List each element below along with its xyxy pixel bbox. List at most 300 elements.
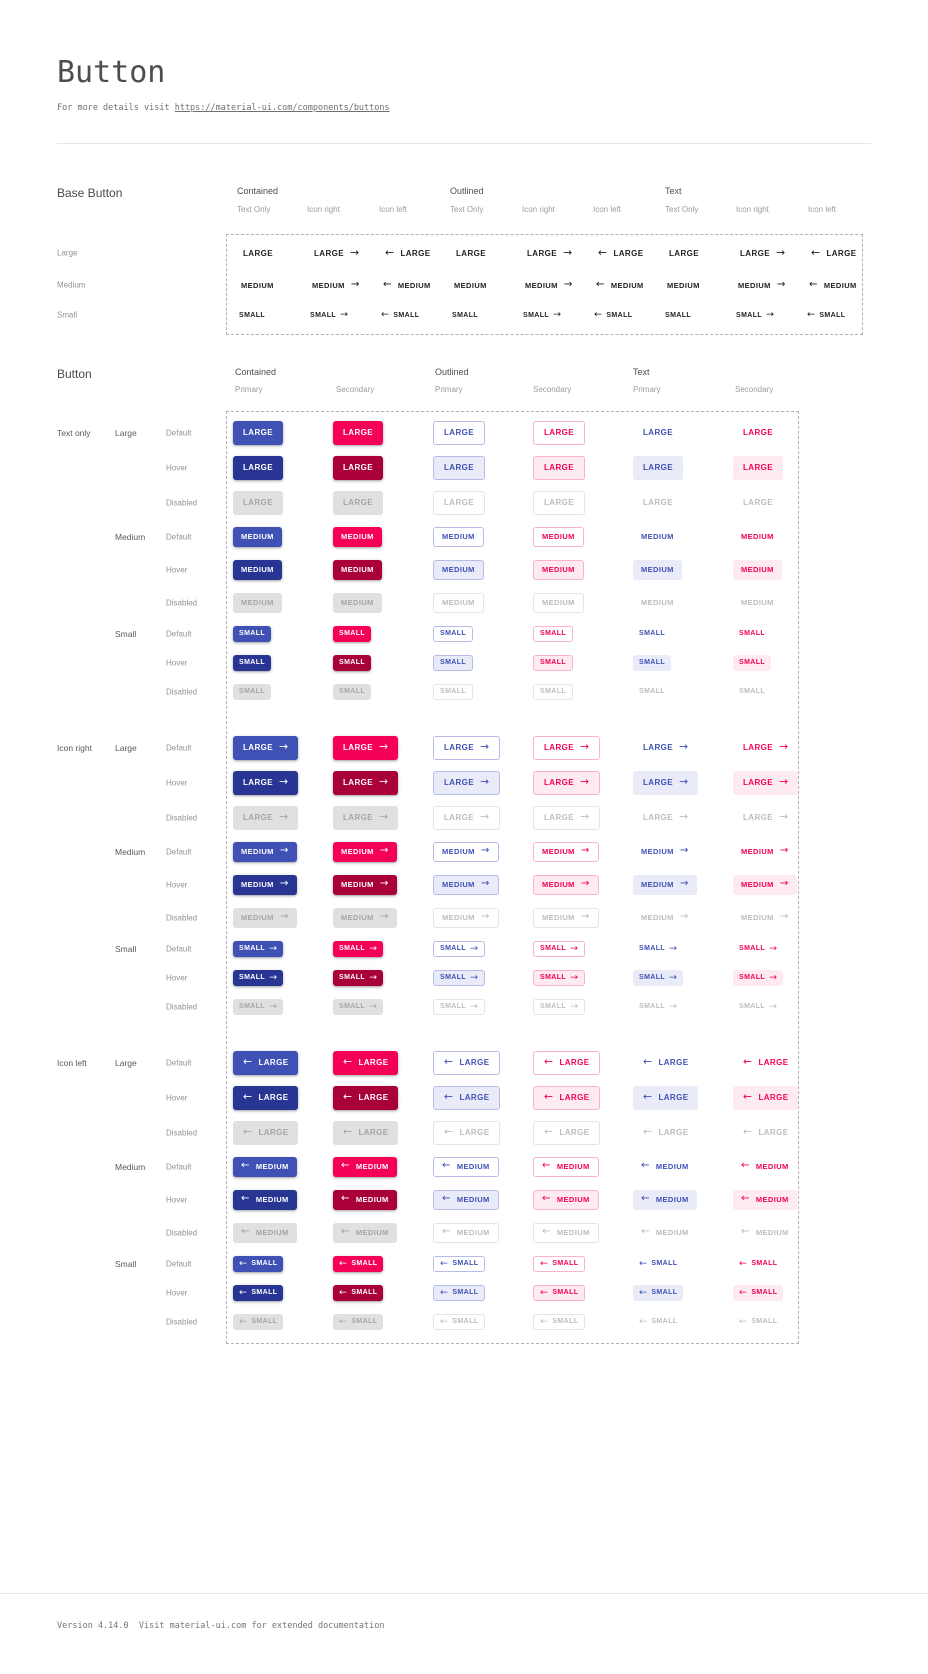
button-label: LARGE bbox=[243, 428, 273, 437]
arrow-right-icon: → bbox=[679, 775, 689, 789]
arrow-left-icon: ← bbox=[442, 1160, 451, 1172]
arrow-left-icon: ← bbox=[643, 1125, 653, 1139]
button-text-only-text-primary-medium-default[interactable] bbox=[633, 527, 682, 547]
arrow-left-icon: ← bbox=[739, 1315, 748, 1327]
button-text-only-contained-primary-large-default[interactable] bbox=[233, 421, 283, 445]
arrow-right-icon: → bbox=[769, 1000, 778, 1012]
button-icon-left-text-secondary-large-hover[interactable] bbox=[733, 1086, 798, 1110]
button-icon-left-text-primary-medium-default[interactable] bbox=[633, 1157, 697, 1177]
button-label: SMALL bbox=[351, 1318, 378, 1325]
section-heading-base: Base Button bbox=[57, 186, 123, 200]
button-icon-right-outlined-secondary-medium-hover[interactable] bbox=[533, 875, 599, 895]
button-icon-right-text-primary-small-default[interactable] bbox=[633, 941, 683, 957]
button-text-only-outlined-secondary-large-default[interactable] bbox=[533, 421, 585, 445]
button-icon-right-contained-secondary-small-default[interactable] bbox=[333, 941, 383, 957]
button-icon-left-contained-secondary-medium-default[interactable] bbox=[333, 1157, 397, 1177]
button-col-sub-0: Primary bbox=[235, 385, 263, 394]
button-label: LARGE bbox=[243, 743, 273, 752]
button-row-icon-right-medium-hover bbox=[0, 868, 928, 901]
button-icon-left-outlined-primary-small-hover[interactable] bbox=[433, 1285, 485, 1301]
button-icon-right-text-primary-medium-hover[interactable] bbox=[633, 875, 697, 895]
button-label: SMALL bbox=[736, 311, 763, 319]
arrow-left-icon: ← bbox=[339, 1315, 348, 1327]
button-row-icon-left-small-default bbox=[0, 1249, 928, 1278]
button-text-only-outlined-primary-medium-default[interactable] bbox=[433, 527, 484, 547]
button-icon-left-contained-primary-medium-default[interactable] bbox=[233, 1157, 297, 1177]
button-icon-left-outlined-secondary-large-default[interactable] bbox=[533, 1051, 600, 1075]
base-button-text-text-only-large[interactable] bbox=[659, 241, 709, 265]
base-col-sub-2: Icon left bbox=[379, 205, 408, 214]
button-text-only-text-secondary-medium-hover[interactable] bbox=[733, 560, 782, 580]
base-button-contained-icon-right-small[interactable] bbox=[304, 307, 354, 323]
button-label: MEDIUM bbox=[542, 847, 575, 856]
button-icon-right-outlined-secondary-large-disabled bbox=[533, 806, 600, 830]
row-state-label: Hover bbox=[166, 1093, 188, 1102]
button-icon-left-outlined-primary-large-hover[interactable] bbox=[433, 1086, 500, 1110]
arrow-right-icon: → bbox=[679, 878, 689, 890]
row-group-label: Icon left bbox=[57, 1057, 87, 1068]
arrow-left-icon: ← bbox=[343, 1055, 353, 1069]
button-label: SMALL bbox=[239, 659, 266, 666]
arrow-right-icon: → bbox=[580, 810, 590, 824]
button-icon-left-text-primary-large-default[interactable] bbox=[633, 1051, 698, 1075]
base-button-contained-text-only-small[interactable] bbox=[233, 307, 271, 323]
button-label: MEDIUM bbox=[741, 532, 774, 541]
button-label: MEDIUM bbox=[741, 565, 774, 574]
arrow-right-icon: → bbox=[480, 878, 490, 890]
button-row-icon-left-medium-disabled bbox=[0, 1216, 928, 1249]
button-text-only-outlined-secondary-small-hover[interactable] bbox=[533, 655, 573, 671]
arrow-left-icon: ← bbox=[440, 1257, 449, 1269]
arrow-left-icon: ← bbox=[739, 1257, 748, 1269]
button-icon-right-contained-secondary-large-default[interactable] bbox=[333, 736, 398, 760]
button-icon-left-contained-primary-small-disabled bbox=[233, 1314, 283, 1330]
base-button-text-icon-right-small[interactable] bbox=[730, 307, 780, 323]
button-icon-left-contained-primary-large-hover[interactable] bbox=[233, 1086, 298, 1110]
arrow-right-icon: → bbox=[379, 845, 389, 857]
row-state-label: Hover bbox=[166, 778, 188, 787]
button-label: MEDIUM bbox=[641, 598, 674, 607]
button-icon-left-contained-secondary-medium-hover[interactable] bbox=[333, 1190, 397, 1210]
base-button-contained-text-only-medium[interactable] bbox=[233, 275, 282, 295]
button-text-only-text-primary-small-hover[interactable] bbox=[633, 655, 671, 671]
button-col-sub-1: Secondary bbox=[336, 385, 375, 394]
button-text-only-contained-primary-large-hover[interactable] bbox=[233, 456, 283, 480]
button-icon-right-contained-primary-large-hover[interactable] bbox=[233, 771, 298, 795]
button-label: LARGE bbox=[743, 428, 773, 437]
button-icon-right-text-secondary-large-hover[interactable] bbox=[733, 771, 798, 795]
base-col-group-outlined: Outlined bbox=[450, 186, 484, 196]
button-icon-left-text-secondary-large-disabled bbox=[733, 1121, 798, 1145]
button-icon-right-text-secondary-small-default[interactable] bbox=[733, 941, 783, 957]
button-label: LARGE bbox=[444, 463, 474, 472]
button-label: MEDIUM bbox=[641, 565, 674, 574]
button-text-only-outlined-primary-small-hover[interactable] bbox=[433, 655, 473, 671]
arrow-right-icon: → bbox=[470, 971, 479, 983]
button-icon-left-contained-primary-medium-disabled bbox=[233, 1223, 297, 1243]
row-state-label: Default bbox=[166, 847, 192, 856]
arrow-left-icon: ← bbox=[544, 1125, 554, 1139]
button-row-icon-right-medium-disabled bbox=[0, 901, 928, 934]
base-button-contained-icon-left-large[interactable] bbox=[375, 241, 440, 265]
button-text-only-contained-secondary-large-default[interactable] bbox=[333, 421, 383, 445]
button-text-only-text-secondary-large-hover[interactable] bbox=[733, 456, 783, 480]
base-button-text-icon-right-large[interactable] bbox=[730, 241, 795, 265]
button-text-only-text-secondary-medium-default[interactable] bbox=[733, 527, 782, 547]
arrow-right-icon: → bbox=[379, 810, 389, 824]
button-icon-right-text-primary-large-default[interactable] bbox=[633, 736, 698, 760]
row-state-label: Default bbox=[166, 1162, 192, 1171]
arrow-right-icon: → bbox=[679, 810, 689, 824]
base-button-outlined-text-only-medium[interactable] bbox=[446, 275, 495, 295]
button-label: MEDIUM bbox=[341, 565, 374, 574]
button-text-only-contained-secondary-medium-hover[interactable] bbox=[333, 560, 382, 580]
button-icon-right-contained-primary-medium-default[interactable] bbox=[233, 842, 297, 862]
button-icon-right-outlined-primary-medium-disabled bbox=[433, 908, 499, 928]
row-state-label: Hover bbox=[166, 463, 188, 472]
button-icon-left-contained-primary-small-hover[interactable] bbox=[233, 1285, 283, 1301]
button-icon-right-contained-primary-medium-hover[interactable] bbox=[233, 875, 297, 895]
button-label: SMALL bbox=[440, 659, 467, 666]
button-icon-right-text-secondary-medium-disabled bbox=[733, 908, 797, 928]
button-text-only-contained-primary-small-default[interactable] bbox=[233, 626, 271, 642]
row-state-label: Hover bbox=[166, 1288, 188, 1297]
arrow-left-icon: ← bbox=[741, 1193, 750, 1205]
button-label: LARGE bbox=[743, 463, 773, 472]
button-label: SMALL bbox=[639, 630, 666, 637]
button-label: LARGE bbox=[459, 1093, 490, 1102]
base-button-contained-icon-left-small[interactable] bbox=[375, 307, 425, 323]
button-label: LARGE bbox=[258, 1093, 289, 1102]
arrow-right-icon: → bbox=[269, 971, 278, 983]
button-text-only-text-primary-medium-hover[interactable] bbox=[633, 560, 682, 580]
button-text-only-text-secondary-small-default[interactable] bbox=[733, 626, 771, 642]
button-icon-left-outlined-primary-medium-hover[interactable] bbox=[433, 1190, 499, 1210]
button-text-only-contained-secondary-medium-default[interactable] bbox=[333, 527, 382, 547]
row-state-label: Disabled bbox=[166, 687, 198, 696]
button-text-only-text-primary-small-default[interactable] bbox=[633, 626, 671, 642]
button-label: SMALL bbox=[751, 1289, 778, 1296]
arrow-left-icon: ← bbox=[807, 309, 816, 321]
button-row-icon-left-large-hover bbox=[0, 1080, 928, 1115]
button-label: SMALL bbox=[651, 1289, 678, 1296]
row-state-label: Default bbox=[166, 743, 192, 752]
row-size-label: Medium bbox=[115, 846, 146, 857]
button-icon-left-outlined-secondary-large-disabled bbox=[533, 1121, 600, 1145]
button-text-only-contained-secondary-small-hover[interactable] bbox=[333, 655, 371, 671]
button-row-icon-right-large-hover bbox=[0, 765, 928, 800]
arrow-left-icon: ← bbox=[544, 1090, 554, 1104]
button-label: LARGE bbox=[343, 813, 373, 822]
button-icon-right-text-secondary-small-hover[interactable] bbox=[733, 970, 783, 986]
button-icon-right-text-secondary-large-default[interactable] bbox=[733, 736, 798, 760]
button-text-only-outlined-primary-small-default[interactable] bbox=[433, 626, 473, 642]
button-label: SMALL bbox=[739, 974, 766, 981]
button-icon-left-text-secondary-small-default[interactable] bbox=[733, 1256, 783, 1272]
button-label: SMALL bbox=[452, 1260, 479, 1267]
button-icon-right-outlined-secondary-medium-default[interactable] bbox=[533, 842, 599, 862]
base-button-outlined-icon-right-large[interactable] bbox=[517, 241, 582, 265]
button-icon-right-outlined-secondary-small-hover[interactable] bbox=[533, 970, 585, 986]
base-button-outlined-text-only-large[interactable] bbox=[446, 241, 496, 265]
arrow-left-icon: ← bbox=[643, 1055, 653, 1069]
arrow-left-icon: ← bbox=[241, 1193, 250, 1205]
arrow-right-icon: → bbox=[563, 278, 573, 290]
row-state-label: Hover bbox=[166, 565, 188, 574]
button-icon-right-contained-primary-small-default[interactable] bbox=[233, 941, 283, 957]
base-button-outlined-text-only-small[interactable] bbox=[446, 307, 484, 323]
button-label: LARGE bbox=[343, 778, 373, 787]
button-label: MEDIUM bbox=[641, 913, 674, 922]
button-col-sub-4: Primary bbox=[633, 385, 661, 394]
button-icon-left-text-primary-large-disabled bbox=[633, 1121, 698, 1145]
arrow-left-icon: ← bbox=[339, 1257, 348, 1269]
arrow-right-icon: → bbox=[279, 911, 289, 923]
button-icon-left-contained-primary-medium-hover[interactable] bbox=[233, 1190, 297, 1210]
button-icon-right-outlined-primary-medium-default[interactable] bbox=[433, 842, 499, 862]
button-row-icon-right-small-disabled bbox=[0, 992, 928, 1021]
button-col-sub-3: Secondary bbox=[533, 385, 572, 394]
button-label: SMALL bbox=[523, 311, 550, 319]
button-icon-right-text-primary-large-hover[interactable] bbox=[633, 771, 698, 795]
button-label: SMALL bbox=[739, 1003, 766, 1010]
button-label: SMALL bbox=[310, 311, 337, 319]
button-label: MEDIUM bbox=[556, 1162, 590, 1171]
button-text-only-contained-primary-medium-hover[interactable] bbox=[233, 560, 282, 580]
button-text-only-text-secondary-large-default[interactable] bbox=[733, 421, 783, 445]
button-label: LARGE bbox=[743, 743, 773, 752]
button-icon-right-outlined-secondary-large-default[interactable] bbox=[533, 736, 600, 760]
button-icon-left-outlined-secondary-medium-hover[interactable] bbox=[533, 1190, 599, 1210]
base-button-text-icon-left-large[interactable] bbox=[801, 241, 866, 265]
button-text-only-contained-primary-medium-default[interactable] bbox=[233, 527, 282, 547]
button-label: SMALL bbox=[339, 688, 366, 695]
arrow-right-icon: → bbox=[679, 911, 689, 923]
base-button-outlined-icon-left-small[interactable] bbox=[588, 307, 638, 323]
arrow-right-icon: → bbox=[779, 878, 789, 890]
arrow-left-icon: ← bbox=[343, 1090, 353, 1104]
button-label: MEDIUM bbox=[641, 532, 674, 541]
arrow-left-icon: ← bbox=[239, 1286, 248, 1298]
button-text-only-outlined-secondary-large-hover[interactable] bbox=[533, 456, 585, 480]
button-label: MEDIUM bbox=[823, 280, 857, 290]
button-icon-left-outlined-primary-small-default[interactable] bbox=[433, 1256, 485, 1272]
arrow-right-icon: → bbox=[279, 810, 289, 824]
base-button-text-icon-right-medium[interactable] bbox=[730, 275, 794, 295]
arrow-right-icon: → bbox=[669, 1000, 678, 1012]
button-icon-right-text-primary-medium-default[interactable] bbox=[633, 842, 697, 862]
button-label: LARGE bbox=[544, 463, 574, 472]
button-label: LARGE bbox=[643, 463, 673, 472]
button-text-only-outlined-primary-medium-hover[interactable] bbox=[433, 560, 484, 580]
button-icon-left-outlined-primary-large-disabled bbox=[433, 1121, 500, 1145]
arrow-left-icon: ← bbox=[641, 1160, 650, 1172]
button-icon-right-contained-primary-large-default[interactable] bbox=[233, 736, 298, 760]
button-row-text-only-medium-disabled bbox=[0, 586, 928, 619]
button-icon-left-outlined-secondary-small-default[interactable] bbox=[533, 1256, 585, 1272]
button-label: LARGE bbox=[343, 463, 373, 472]
button-icon-right-text-secondary-medium-default[interactable] bbox=[733, 842, 797, 862]
button-label: LARGE bbox=[444, 428, 474, 437]
row-state-label: Disabled bbox=[166, 1228, 198, 1237]
arrow-left-icon: ← bbox=[639, 1315, 648, 1327]
button-label: MEDIUM bbox=[655, 1228, 689, 1237]
button-icon-right-contained-secondary-large-hover[interactable] bbox=[333, 771, 398, 795]
base-button-text-text-only-medium[interactable] bbox=[659, 275, 708, 295]
button-text-only-contained-secondary-large-hover[interactable] bbox=[333, 456, 383, 480]
button-icon-left-text-secondary-large-default[interactable] bbox=[733, 1051, 798, 1075]
button-label: MEDIUM bbox=[241, 565, 274, 574]
button-label: SMALL bbox=[440, 974, 467, 981]
button-icon-left-contained-secondary-large-default[interactable] bbox=[333, 1051, 398, 1075]
button-icon-right-outlined-secondary-large-hover[interactable] bbox=[533, 771, 600, 795]
button-text-only-text-secondary-small-hover[interactable] bbox=[733, 655, 771, 671]
button-label: LARGE bbox=[743, 498, 773, 507]
button-icon-left-text-secondary-medium-disabled bbox=[733, 1223, 797, 1243]
base-button-text-icon-left-medium[interactable] bbox=[801, 275, 865, 295]
button-icon-left-outlined-secondary-large-hover[interactable] bbox=[533, 1086, 600, 1110]
arrow-right-icon: → bbox=[779, 810, 789, 824]
button-icon-left-contained-primary-large-default[interactable] bbox=[233, 1051, 298, 1075]
button-label: LARGE bbox=[358, 1058, 389, 1067]
button-icon-right-outlined-primary-small-hover[interactable] bbox=[433, 970, 485, 986]
base-button-contained-icon-right-large[interactable] bbox=[304, 241, 369, 265]
button-icon-right-contained-secondary-medium-default[interactable] bbox=[333, 842, 397, 862]
button-icon-right-contained-secondary-medium-hover[interactable] bbox=[333, 875, 397, 895]
button-icon-left-outlined-secondary-medium-default[interactable] bbox=[533, 1157, 599, 1177]
button-text-only-contained-primary-small-hover[interactable] bbox=[233, 655, 271, 671]
button-label: SMALL bbox=[239, 688, 266, 695]
button-label: MEDIUM bbox=[610, 280, 644, 290]
button-label: MEDIUM bbox=[241, 598, 274, 607]
button-label: MEDIUM bbox=[255, 1228, 289, 1237]
base-button-text-icon-left-small[interactable] bbox=[801, 307, 851, 323]
button-icon-left-text-primary-small-default[interactable] bbox=[633, 1256, 683, 1272]
button-icon-left-contained-primary-small-default[interactable] bbox=[233, 1256, 283, 1272]
button-label: MEDIUM bbox=[341, 913, 374, 922]
base-button-outlined-icon-left-medium[interactable] bbox=[588, 275, 652, 295]
button-text-only-outlined-secondary-small-default[interactable] bbox=[533, 626, 573, 642]
button-icon-left-text-primary-medium-hover[interactable] bbox=[633, 1190, 697, 1210]
base-button-outlined-icon-right-medium[interactable] bbox=[517, 275, 581, 295]
button-label: MEDIUM bbox=[255, 1195, 289, 1204]
arrow-left-icon: ← bbox=[385, 245, 395, 259]
button-label: MEDIUM bbox=[442, 880, 475, 889]
button-icon-left-contained-secondary-small-default[interactable] bbox=[333, 1256, 383, 1272]
button-icon-left-contained-secondary-small-hover[interactable] bbox=[333, 1285, 383, 1301]
button-icon-left-text-secondary-medium-default[interactable] bbox=[733, 1157, 797, 1177]
button-col-group-outlined: Outlined bbox=[435, 367, 469, 377]
button-icon-left-outlined-primary-medium-disabled bbox=[433, 1223, 499, 1243]
button-text-only-outlined-primary-medium-disabled bbox=[433, 593, 484, 613]
button-icon-left-outlined-primary-large-default[interactable] bbox=[433, 1051, 500, 1075]
button-label: SMALL bbox=[739, 945, 766, 952]
button-icon-right-outlined-primary-large-hover[interactable] bbox=[433, 771, 500, 795]
button-label: MEDIUM bbox=[442, 565, 475, 574]
docs-link[interactable]: https://material-ui.com/components/buttons bbox=[174, 103, 390, 113]
button-icon-right-outlined-primary-large-default[interactable] bbox=[433, 736, 500, 760]
button-icon-left-outlined-primary-medium-default[interactable] bbox=[433, 1157, 499, 1177]
button-icon-right-outlined-primary-medium-hover[interactable] bbox=[433, 875, 499, 895]
base-button-contained-icon-left-medium[interactable] bbox=[375, 275, 439, 295]
arrow-left-icon: ← bbox=[341, 1160, 350, 1172]
button-icon-left-text-secondary-medium-hover[interactable] bbox=[733, 1190, 797, 1210]
base-button-outlined-icon-left-large[interactable] bbox=[588, 241, 653, 265]
row-state-label: Hover bbox=[166, 658, 188, 667]
button-text-only-outlined-secondary-medium-default[interactable] bbox=[533, 527, 584, 547]
arrow-right-icon: → bbox=[269, 1000, 278, 1012]
button-row-text-only-large-disabled bbox=[0, 485, 928, 520]
button-row-text-only-large-default bbox=[0, 415, 928, 450]
button-text-only-contained-secondary-medium-disabled bbox=[333, 593, 382, 613]
button-icon-right-outlined-secondary-small-default[interactable] bbox=[533, 941, 585, 957]
button-icon-left-text-primary-small-hover[interactable] bbox=[633, 1285, 683, 1301]
arrow-left-icon: ← bbox=[444, 1125, 454, 1139]
button-icon-right-text-primary-small-hover[interactable] bbox=[633, 970, 683, 986]
button-text-only-text-primary-large-hover[interactable] bbox=[633, 456, 683, 480]
row-state-label: Default bbox=[166, 629, 192, 638]
button-text-only-outlined-secondary-medium-hover[interactable] bbox=[533, 560, 584, 580]
button-text-only-outlined-primary-large-default[interactable] bbox=[433, 421, 485, 445]
button-icon-right-contained-primary-small-hover[interactable] bbox=[233, 970, 283, 986]
button-label: LARGE bbox=[243, 498, 273, 507]
button-icon-left-contained-secondary-large-hover[interactable] bbox=[333, 1086, 398, 1110]
button-label: SMALL bbox=[739, 630, 766, 637]
base-button-contained-icon-right-medium[interactable] bbox=[304, 275, 368, 295]
button-row-icon-right-small-hover bbox=[0, 963, 928, 992]
arrow-right-icon: → bbox=[279, 878, 289, 890]
button-icon-left-text-primary-large-hover[interactable] bbox=[633, 1086, 698, 1110]
button-text-only-outlined-secondary-small-disabled bbox=[533, 684, 573, 700]
button-icon-left-text-secondary-small-hover[interactable] bbox=[733, 1285, 783, 1301]
button-label: LARGE bbox=[444, 743, 474, 752]
button-icon-left-outlined-secondary-small-disabled bbox=[533, 1314, 585, 1330]
button-label: MEDIUM bbox=[442, 598, 475, 607]
base-button-text-text-only-small[interactable] bbox=[659, 307, 697, 323]
button-label: LARGE bbox=[243, 248, 273, 258]
button-label: SMALL bbox=[540, 945, 567, 952]
arrow-right-icon: → bbox=[580, 740, 590, 754]
button-label: LARGE bbox=[643, 778, 673, 787]
button-label: MEDIUM bbox=[641, 880, 674, 889]
button-text-only-outlined-primary-large-hover[interactable] bbox=[433, 456, 485, 480]
button-label: SMALL bbox=[540, 974, 567, 981]
button-row-text-only-large-hover bbox=[0, 450, 928, 485]
button-label: LARGE bbox=[459, 1128, 490, 1137]
button-icon-right-contained-secondary-small-hover[interactable] bbox=[333, 970, 383, 986]
base-button-contained-text-only-large[interactable] bbox=[233, 241, 283, 265]
button-icon-left-outlined-secondary-small-hover[interactable] bbox=[533, 1285, 585, 1301]
arrow-left-icon: ← bbox=[743, 1055, 753, 1069]
button-label: SMALL bbox=[339, 1003, 366, 1010]
base-col-sub-1: Icon right bbox=[307, 205, 340, 214]
button-text-only-text-primary-large-default[interactable] bbox=[633, 421, 683, 445]
button-label: SMALL bbox=[639, 945, 666, 952]
row-state-label: Hover bbox=[166, 973, 188, 982]
base-button-outlined-icon-right-small[interactable] bbox=[517, 307, 567, 323]
button-label: LARGE bbox=[743, 778, 773, 787]
button-icon-right-text-secondary-medium-hover[interactable] bbox=[733, 875, 797, 895]
button-text-only-outlined-primary-small-disabled bbox=[433, 684, 473, 700]
arrow-right-icon: → bbox=[669, 942, 678, 954]
button-icon-right-text-secondary-large-disabled bbox=[733, 806, 798, 830]
button-label: MEDIUM bbox=[741, 913, 774, 922]
button-label: LARGE bbox=[613, 248, 644, 258]
button-icon-right-outlined-primary-small-default[interactable] bbox=[433, 941, 485, 957]
row-state-label: Disabled bbox=[166, 598, 198, 607]
button-label: LARGE bbox=[658, 1058, 689, 1067]
button-text-only-contained-secondary-small-default[interactable] bbox=[333, 626, 371, 642]
